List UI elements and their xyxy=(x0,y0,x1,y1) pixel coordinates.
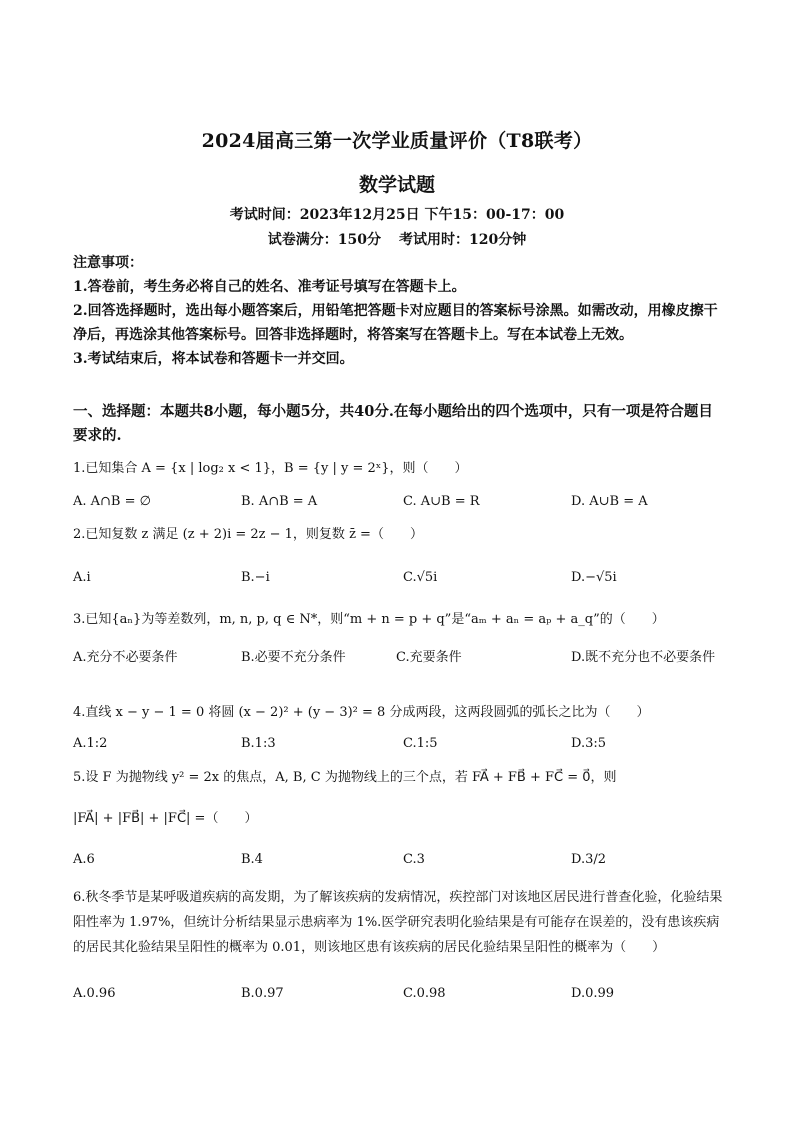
option-b: B.0.97 xyxy=(241,986,284,1001)
option-c: C.充要条件 xyxy=(396,650,462,665)
exam-title: 2024届高三第一次学业质量评价（T8联考） xyxy=(201,130,593,152)
question-stem: 3.已知{aₙ}为等差数列，m, n, p, q ∈ N*，则“m + n = p + q”是“aₘ + aₙ = aₚ + a_q”的（ ） xyxy=(73,612,665,627)
option-d: D. A∪B = A xyxy=(571,494,648,509)
notes-heading: 注意事项： xyxy=(73,255,143,271)
option-a: A. A∩B = ∅ xyxy=(73,494,151,509)
question-stem: 5.设 F 为抛物线 y² = 2x 的焦点，A, B, C 为抛物线上的三个点，若 FA⃗ + FB⃗ + FC⃗ = 0⃗，则 xyxy=(73,770,617,785)
option-a: A.1:2 xyxy=(73,736,108,751)
option-d: D.0.99 xyxy=(571,986,615,1001)
option-c: C. A∪B = R xyxy=(403,494,480,509)
option-a: A.0.96 xyxy=(73,986,116,1001)
option-b: B.1:3 xyxy=(241,736,276,751)
option-c: C.1:5 xyxy=(403,736,438,751)
note-item: 3.考试结束后，将本试卷和答题卡一并交回。 xyxy=(73,351,354,367)
question-options xyxy=(73,986,723,1006)
exam-subtitle: 数学试题 xyxy=(358,174,435,196)
question-stem: 4.直线 x − y − 1 = 0 将圆 (x − 2)² + (y − 3)² = 8 分成两段，这两段圆弧的弧长之比为（ ） xyxy=(73,705,650,720)
exam-time: 考试时间：2023年12月25日 下午15：00-17：00 xyxy=(229,207,565,223)
option-a: A.充分不必要条件 xyxy=(73,650,178,665)
option-b: B.4 xyxy=(241,852,263,867)
question-options xyxy=(73,646,723,686)
exam-score-duration xyxy=(0,229,794,249)
question-stem: 6.秋冬季节是某呼吸道疾病的高发期，为了解该疾病的发病情况，疾控部门对该地区居民进行普查化验，化验结果阳性率为 1.97%，但统计分析结果显示患病率为 1%.医学研究表明化验结果是有可能存在误差的，没有患该疾病的居民其化验结果呈阳性的概率为 0.01，则该地区患有该疾病的居民化验结果呈阳性的概率为（ ） xyxy=(73,890,723,955)
option-a: A.i xyxy=(73,570,91,585)
exam-duration: 考试用时：120分钟 xyxy=(399,232,527,248)
question-options xyxy=(73,494,723,514)
option-c: C.3 xyxy=(403,852,425,867)
option-c: C.√5i xyxy=(403,570,438,585)
question-stem: 2.已知复数 z 满足 (z + 2)i = 2z − 1，则复数 z̄ =（ ） xyxy=(73,527,423,542)
full-score: 试卷满分：150分 xyxy=(267,232,381,248)
option-b: B.−i xyxy=(241,570,270,585)
question-stem: 1.已知集合 A = {x | log₂ x < 1}，B = {y | y = 2ˣ}，则（ ） xyxy=(73,461,468,476)
option-c: C.0.98 xyxy=(403,986,446,1001)
section-heading: 一、选择题：本题共8小题，每小题5分，共40分.在每小题给出的四个选项中，只有一项是符合题目要求的. xyxy=(73,403,713,444)
question-options xyxy=(73,736,723,756)
note-item: 2.回答选择题时，选出每小题答案后，用铅笔把答题卡对应题目的答案标号涂黑。如需改动，用橡皮擦干净后，再选涂其他答案标号。回答非选择题时，将答案写在答题卡上。写在本试卷上无效。 xyxy=(73,303,718,343)
question-options xyxy=(73,852,723,872)
question-options xyxy=(73,570,723,590)
option-a: A.6 xyxy=(73,852,95,867)
option-d: D.3:5 xyxy=(571,736,607,751)
question-stem-continued: |FA⃗| + |FB⃗| + |FC⃗| =（ ） xyxy=(73,811,258,826)
option-d: D.既不充分也不必要条件 xyxy=(571,650,716,665)
option-d: D.3/2 xyxy=(571,852,607,867)
note-item: 1.答卷前，考生务必将自己的姓名、准考证号填写在答题卡上。 xyxy=(73,279,466,295)
option-b: B. A∩B = A xyxy=(241,494,318,509)
notes-section xyxy=(73,251,723,371)
option-d: D.−√5i xyxy=(571,570,617,585)
option-b: B.必要不充分条件 xyxy=(241,650,346,665)
